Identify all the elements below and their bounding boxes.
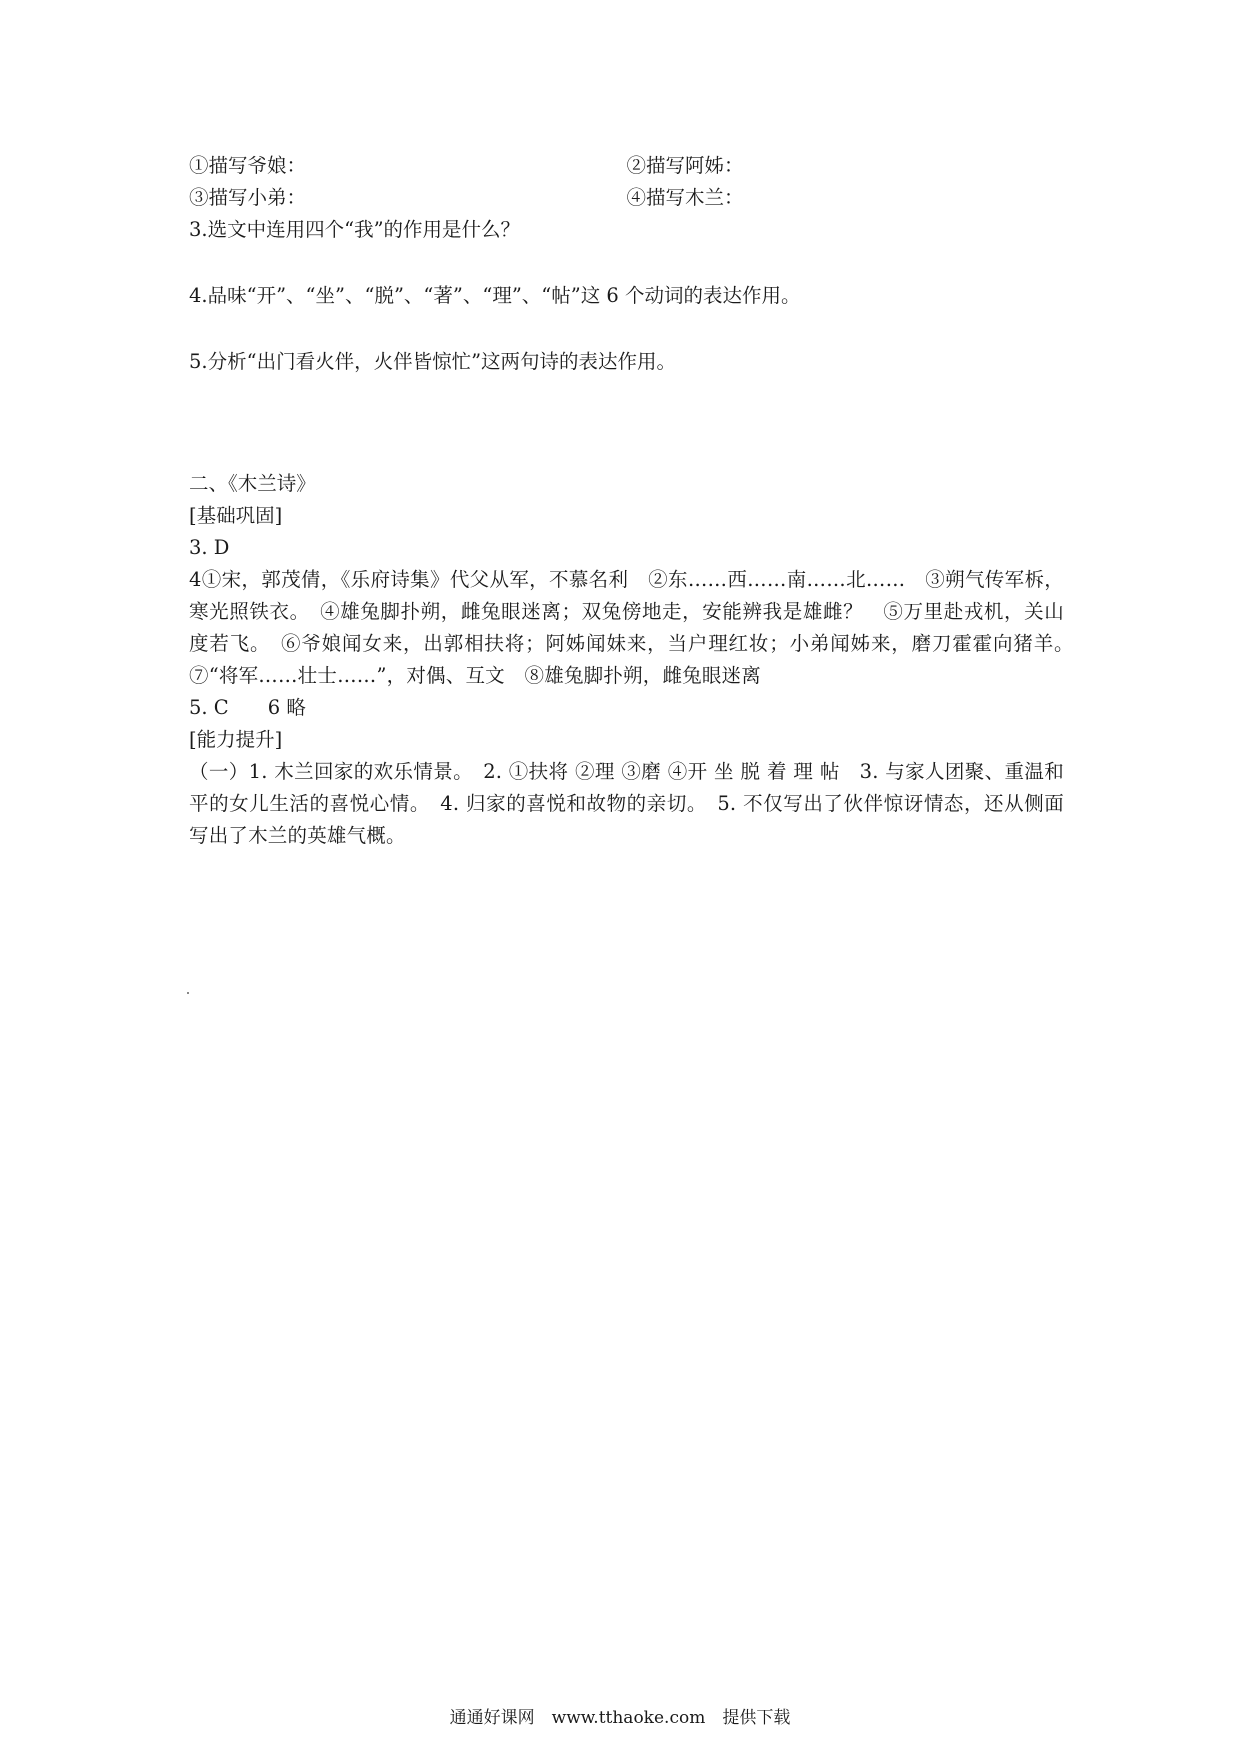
question-4: 4.品味“开”、“坐”、“脱”、“著”、“理”、“帖”这 6 个动词的表达作用。 <box>189 284 801 307</box>
scan-speck <box>187 992 189 994</box>
section-title: 二、《木兰诗》 <box>189 472 316 495</box>
q2-item-sister: ②描写阿姊： <box>626 154 744 177</box>
question-2-items-row-1 <box>189 150 1064 182</box>
question-5: 5.分析“出门看火伴，火伴皆惊忙”这两句诗的表达作用。 <box>189 350 677 373</box>
basic-heading: [基础巩固] <box>189 504 283 527</box>
ability-answers: （一）1. 木兰回家的欢乐情景。 2. ①扶将 ②理 ③磨 ④开 坐 脱 着 理 帖 3. 与家人团聚、重温和平的女儿生活的喜悦心情。 4. 归家的喜悦和故物的亲切。 5. 不仅写出了伙伴惊讶情态，还从侧面写出了木兰的英雄气概。 <box>189 760 1064 847</box>
q2-item-parents: ①描写爷娘： <box>189 154 307 177</box>
q2-item-brother: ③描写小弟： <box>189 186 307 209</box>
page-footer: 通通好课网 www.tthaoke.com 提供下载 <box>449 1708 791 1728</box>
question-2-items-row-2 <box>189 182 1064 214</box>
answer-5-6: 5. C 6 略 <box>189 696 306 719</box>
answer-4: 4①宋，郭茂倩，《乐府诗集》代父从军，不慕名利 ②东……西……南……北…… ③朔气传军柝，寒光照铁衣。 ④雄兔脚扑朔，雌兔眼迷离；双兔傍地走，安能辨我是雄雌？ ⑤万里赴戎机，关山度若飞。 ⑥爷娘闻女来，出郭相扶将；阿姊闻妹来，当户理红妆；小弟闻姊来，磨刀霍霍向猪羊。 ⑦“将军……壮士……”，对偶、互文 ⑧雄兔脚扑朔，雌兔眼迷离 <box>189 568 1084 687</box>
q2-item-mulan: ④描写木兰： <box>626 186 744 209</box>
document-body <box>189 150 1084 852</box>
answer-3: 3. D <box>189 536 230 559</box>
ability-heading: [能力提升] <box>189 728 283 751</box>
question-3: 3.选文中连用四个“我”的作用是什么？ <box>189 218 521 241</box>
